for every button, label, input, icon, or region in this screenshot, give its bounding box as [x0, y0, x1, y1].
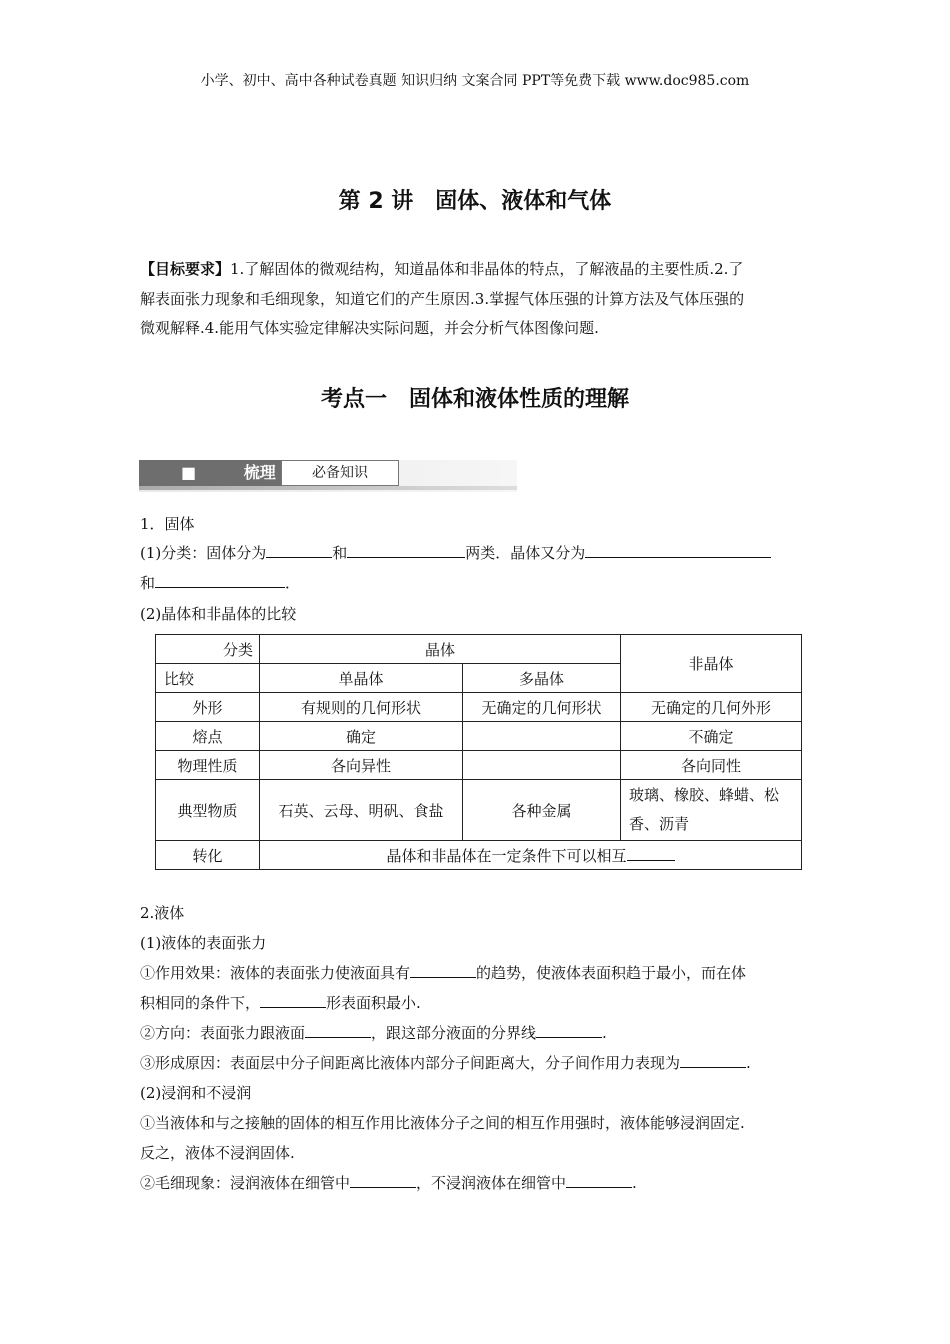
text: 的趋势，使液体表面积趋于最小，而在体 [476, 964, 747, 982]
text: 晶体和非晶体在一定条件下可以相互 [386, 846, 627, 865]
cell-poly [463, 722, 621, 751]
table-row [156, 751, 802, 780]
text: ． [285, 574, 301, 592]
text: ②方向：表面张力跟液面 [140, 1024, 306, 1042]
liquid-heading: 2.液体 [140, 904, 185, 922]
effect-line-1 [140, 962, 746, 983]
text: (1)分类：固体分为 [140, 544, 267, 562]
objectives-line-1 [140, 258, 743, 279]
fill-blank [566, 1173, 632, 1188]
cell-single: 石英、云母、明矾、食盐 [260, 780, 463, 841]
direction-line [140, 1022, 607, 1043]
text: 和 [332, 544, 348, 562]
fill-blank [350, 1173, 416, 1188]
capillary-line [140, 1172, 637, 1193]
objectives-label: 【目标要求】 [140, 260, 231, 278]
text: ③形成原因：表面层中分子间距离比液体内部分子间距离大，分子间作用力表现为 [140, 1054, 681, 1072]
banner-rule [139, 486, 517, 490]
objectives-text: 1.了解固体的微观结构，知道晶体和非晶体的特点，了解液晶的主要性质.2.了 [230, 260, 744, 278]
cell-convert [260, 841, 802, 870]
text: 积相同的条件下， [140, 994, 261, 1012]
text: . [746, 1054, 751, 1072]
text: ②毛细现象：浸润液体在细管中 [140, 1174, 351, 1192]
banner-tab: ■ 梳理 [139, 460, 281, 486]
fill-blank [680, 1053, 746, 1068]
wetting-heading: (2)浸润和不浸润 [140, 1084, 252, 1102]
fill-blank [585, 543, 771, 558]
header-amorphous: 非晶体 [621, 635, 802, 693]
objectives-line-3: 微观解释.4.能用气体实验定律解决实际问题，并会分析气体图像问题. [140, 319, 599, 337]
section-title: 考点一 固体和液体性质的理解 [320, 387, 629, 412]
header-compare: 比较 [156, 664, 260, 693]
text: 两类．晶体又分为 [465, 544, 586, 562]
cell-poly [463, 751, 621, 780]
text: 形表面积最小. [326, 994, 421, 1012]
cell-single: 各向异性 [260, 751, 463, 780]
table-row [156, 841, 802, 870]
cell-poly: 各种金属 [463, 780, 621, 841]
table-row [156, 780, 802, 841]
wetting-line-1: ①当液体和与之接触的固体的相互作用比液体分子之间的相互作用强时，液体能够浸润固定. [140, 1114, 745, 1132]
cell-single: 确定 [260, 722, 463, 751]
cause-line [140, 1052, 751, 1073]
banner-label: 必备知识 [281, 460, 399, 486]
row-label: 熔点 [156, 722, 260, 751]
fill-blank [536, 1023, 602, 1038]
lecture-title: 第 2 讲 固体、液体和气体 [338, 189, 612, 214]
cell-amorph: 不确定 [621, 722, 802, 751]
cell-poly: 无确定的几何形状 [463, 693, 621, 722]
solid-classification [140, 542, 771, 563]
page-header: 小学、初中、高中各种试卷真题 知识归纳 文案合同 PPT等免费下载 www.doc985.com [200, 73, 750, 89]
fill-blank [627, 846, 675, 861]
row-label: 典型物质 [156, 780, 260, 841]
fill-blank [410, 963, 476, 978]
fill-blank [260, 993, 326, 1008]
solid-heading: 1．固体 [140, 515, 195, 533]
text: . [632, 1174, 637, 1192]
cell-single: 有规则的几何形状 [260, 693, 463, 722]
header-crystal: 晶体 [260, 635, 621, 664]
header-single: 单晶体 [260, 664, 463, 693]
row-label: 物理性质 [156, 751, 260, 780]
header-class: 分类 [156, 635, 260, 664]
table-row [156, 722, 802, 751]
text: . [602, 1024, 607, 1042]
wetting-line-2: 反之，液体不浸润固体. [140, 1144, 295, 1162]
surface-tension-heading: (1)液体的表面张力 [140, 934, 267, 952]
row-label: 转化 [156, 841, 260, 870]
section-banner [139, 460, 517, 492]
text: ，跟这部分液面的分界线 [371, 1024, 537, 1042]
text: ，不浸润液体在细管中 [416, 1174, 567, 1192]
cell-amorph: 各向同性 [621, 751, 802, 780]
objectives-line-2: 解表面张力现象和毛细现象，知道它们的产生原因.3.掌握气体压强的计算方法及气体压强的 [140, 290, 745, 308]
banner-tab-label: 梳理 [243, 463, 276, 482]
cell-amorph: 玻璃、橡胶、蜂蜡、松香、沥青 [621, 780, 802, 841]
text: 和 [140, 574, 156, 592]
text: ①作用效果：液体的表面张力使液面具有 [140, 964, 411, 982]
compare-heading: (2)晶体和非晶体的比较 [140, 605, 297, 623]
header-poly: 多晶体 [463, 664, 621, 693]
fill-blank [266, 543, 332, 558]
row-label: 外形 [156, 693, 260, 722]
comparison-table [155, 634, 802, 870]
fill-blank [305, 1023, 371, 1038]
effect-line-2 [140, 992, 421, 1013]
cell-amorph: 无确定的几何外形 [621, 693, 802, 722]
table-row [156, 693, 802, 722]
fill-blank [155, 573, 285, 588]
solid-classification-cont [140, 572, 300, 593]
fill-blank [347, 543, 465, 558]
